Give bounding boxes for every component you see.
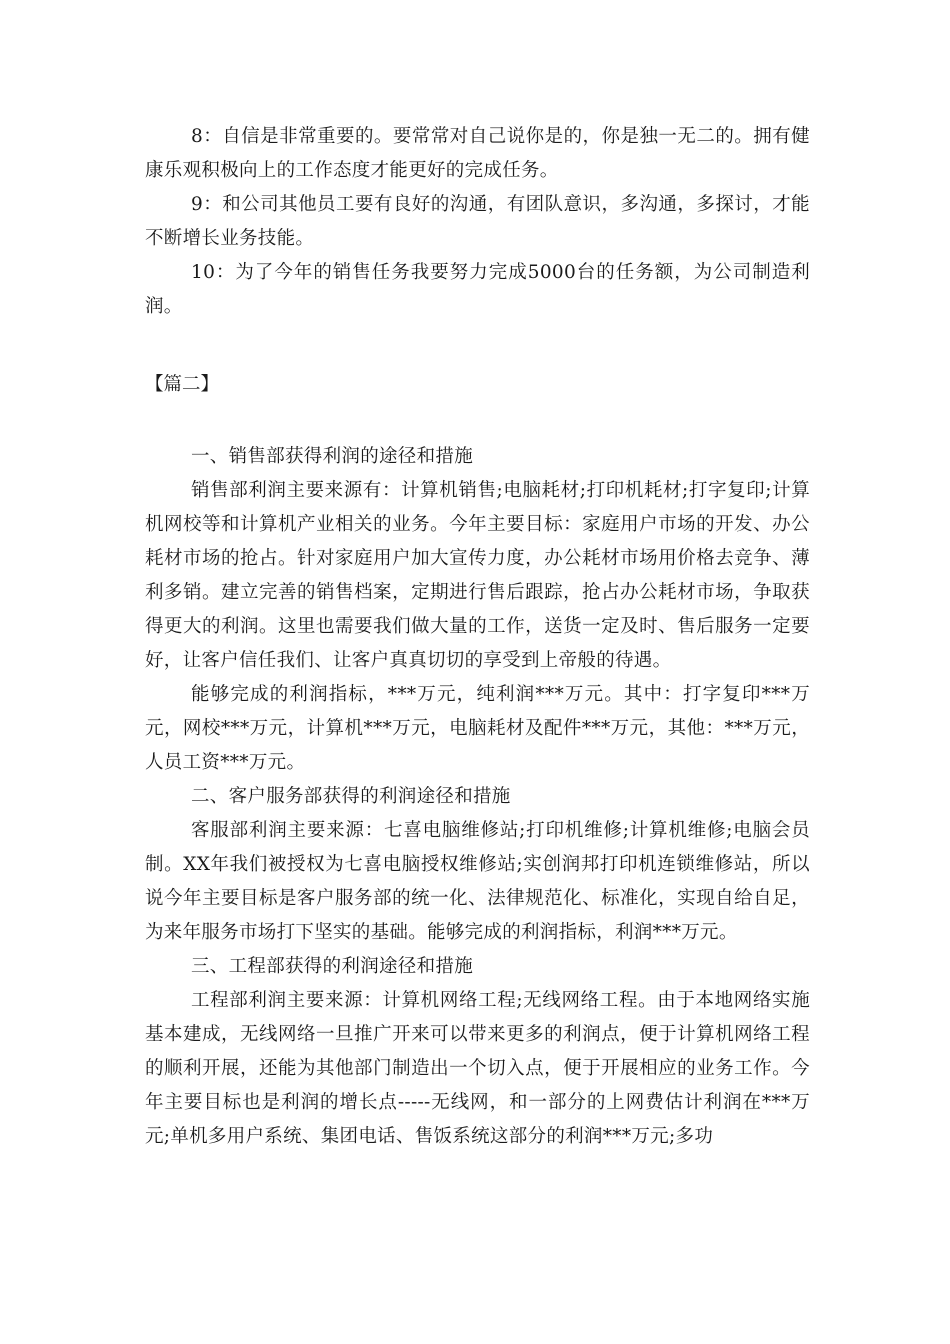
paragraph-customer-service-profit: 客服部利润主要来源：七喜电脑维修站;打印机维修;计算机维修;电脑会员制。XX年我们被授权为七喜电脑授权维修站;实创润邦打印机连锁维修站，所以说今年主要目标是客户服务部的统一化、法律规范化、标准化，实现自给自足，为来年服务市场打下坚实的基础。能够完成的利润指标，利润***万元。 [145,820,810,943]
paragraph-sales-profit-sources: 销售部利润主要来源有：计算机销售;电脑耗材;打印机耗材;打字复印;计算机网校等和计算机产业相关的业务。今年主要目标：家庭用户市场的开发、办公耗材市场的抢占。针对家庭用户加大宣传力度，办公耗材市场用价格去竞争、薄利多销。建立完善的销售档案，定期进行售后跟踪，抢占办公耗材市场，争取获得更大的利润。这里也需要我们做大量的工作，送货一定及时、售后服务一定要好，让客户信任我们、让客户真真切切的享受到上帝般的待遇。 [145,480,810,671]
heading-engineering-department: 三、工程部获得的利润途径和措施 [191,956,474,977]
paragraph-item-9: 9：和公司其他员工要有良好的沟通，有团队意识，多沟通，多探讨，才能不断增长业务技能。 [145,194,810,249]
paragraph-engineering-profit: 工程部利润主要来源：计算机网络工程;无线网络工程。由于本地网络实施基本建成，无线网络一旦推广开来可以带来更多的利润点，便于计算机网络工程的顺利开展，还能为其他部门制造出一个切入点，便于开展相应的业务工作。今年主要目标也是利润的增长点-----无线网，和一部分的上网费估计利润在***万元;单机多用户系统、集团电话、售饭系统这部分的利润***万元;多功 [145,990,810,1147]
paragraph-item-8: 8：自信是非常重要的。要常常对自己说你是的，你是独一无二的。拥有健康乐观积极向上的工作态度才能更好的完成任务。 [145,126,810,181]
heading-sales-department: 一、销售部获得利润的途径和措施 [191,446,474,467]
paragraph-item-10: 10：为了今年的销售任务我要努力完成5000台的任务额，为公司制造利润。 [145,262,810,317]
section-marker: 【篇二】 [145,374,220,395]
heading-customer-service: 二、客户服务部获得的利润途径和措施 [191,786,511,807]
paragraph-sales-profit-targets: 能够完成的利润指标，***万元，纯利润***万元。其中：打字复印***万元，网校***万元，计算机***万元，电脑耗材及配件***万元，其他：***万元，人员工资***万元。 [145,684,810,773]
